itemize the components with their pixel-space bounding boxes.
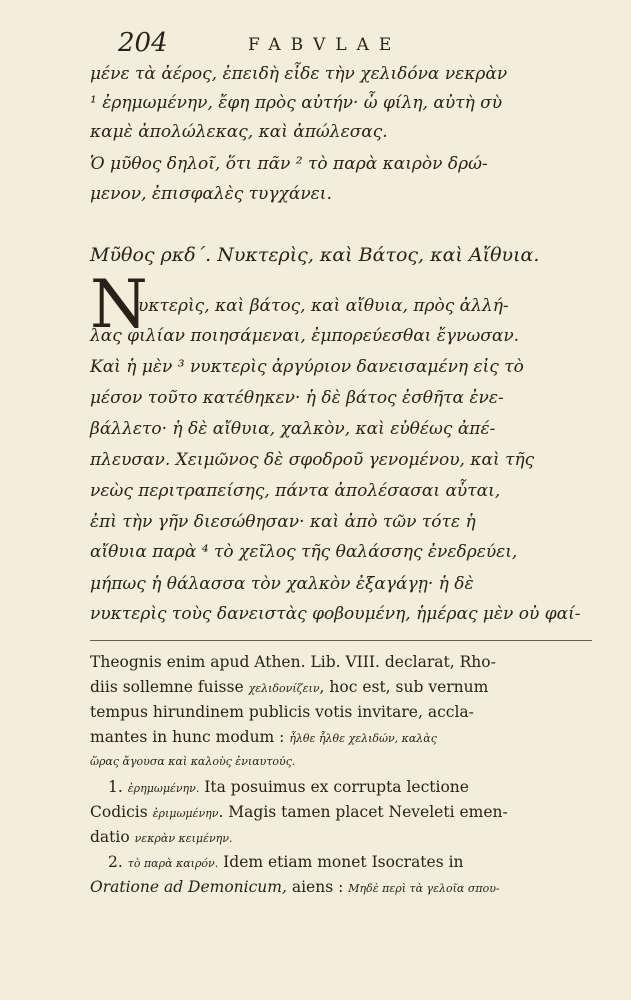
fable-title: Μῦθος ρκδ΄. Νυκτερὶς, καὶ Βάτος, καὶ Αἴθυια. bbox=[90, 244, 540, 266]
book-page: 204 FABVLAE μένε τὰ ἀέρος, ἐπειδὴ εἶδε τὴν χελιδόνα νεκρὰν ¹ ἐρημωμένην, ἔφη πρὸς αὐτήν· ὦ φίλη, αὐτὴ σὺ καμὲ ἀπολώλεκας, καὶ ἀπώλεσας. Ὁ μῦθος δηλοῖ, ὅτι πᾶν ² τὸ παρὰ καιρὸν δρώ- μενον, ἐπισφαλὲς τυγχάνει. Μῦθος ρκδ΄. Νυκτερὶς, καὶ Βάτος, καὶ Αἴθυια. Ν υκτερὶς, καὶ βάτος, καὶ αἴθυια, πρὸς ἀλλή- λας φιλίαν ποιησάμεναι, ἐμπορεύεσθαι ἔγνωσαν. Καὶ ἡ μὲν ³ νυκτερὶς ἀργύριον δανεισαμένη εἰς τὸ μέσον τοῦτο κατέθηκεν· ἡ δὲ βάτος ἐσθῆτα ἐνε- βάλλετο· ἡ δὲ αἴθυια, χαλκὸν, καὶ εὐθέως ἀπέ- πλευσαν. Χειμῶνος δὲ σφοδροῦ γενομένου, καὶ τῆς νεὼς περιτραπείσης, πάντα ἀπολέσασαι αὗται, ἐπὶ τὴν γῆν διεσώθησαν· καὶ ἀπὸ τῶν τότε ἡ αἴθυια παρὰ ⁴ τὸ χεῖλος τῆς θαλάσσης ἐνεδρεύει, μήπως ἡ θάλασσα τὸν χαλκὸν ἐξαγάγῃ· ἡ δὲ νυκτερὶς τοὺς δανειστὰς φοβουμένη, ἡμέρας μὲν οὐ φαί- Theognis enim apud Athen. Lib. VIII. declarat, Rho- diis sollemne fuisse χελιδονίζειν, hoc est, sub vernum tempus hirundinem publicis votis invitare, accla- mantes in hunc modum : ἦλθε ἦλθε χελιδών, καλὰς ὥρας ἄγουσα καὶ καλοὺς ἐνιαυτούς. 1. ἐρημωμένην. Ita posuimus ex corrupta lectione Codicis ἐριμωμένην. Magis tamen placet Neveleti emen- datio νεκρὰν κειμένην. 2. τὸ παρὰ καιρόν. Idem etiam monet Isocrates in Oratione ad Demonicum, aiens : Μηδὲ περὶ τὰ γελοῖα σπου- bbox=[0, 0, 631, 1000]
drop-cap: Ν bbox=[90, 266, 148, 343]
running-title: FABVLAE bbox=[248, 35, 402, 55]
page-number: 204 bbox=[118, 28, 168, 58]
running-header bbox=[100, 28, 591, 58]
footnote-divider bbox=[90, 640, 592, 641]
